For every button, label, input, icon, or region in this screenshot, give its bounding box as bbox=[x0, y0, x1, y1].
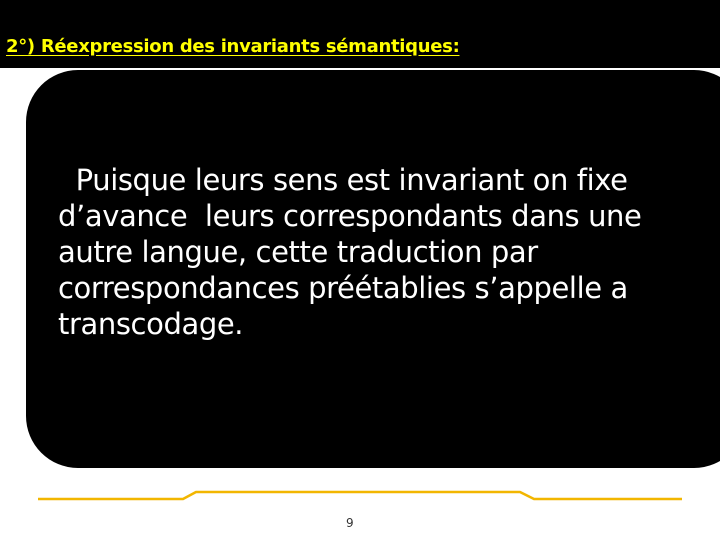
page-number: 9 bbox=[346, 516, 354, 530]
footer-ornament-line bbox=[0, 480, 720, 510]
slide-title: 2°) Réexpression des invariants sémantiques: bbox=[6, 36, 460, 57]
body-text: Puisque leurs sens est invariant on fixe d’avance leurs correspondants dans une autre langue, cette traduction par correspondances préétablies s’appelle a transcodage. bbox=[58, 163, 642, 341]
header-bar bbox=[0, 0, 720, 68]
